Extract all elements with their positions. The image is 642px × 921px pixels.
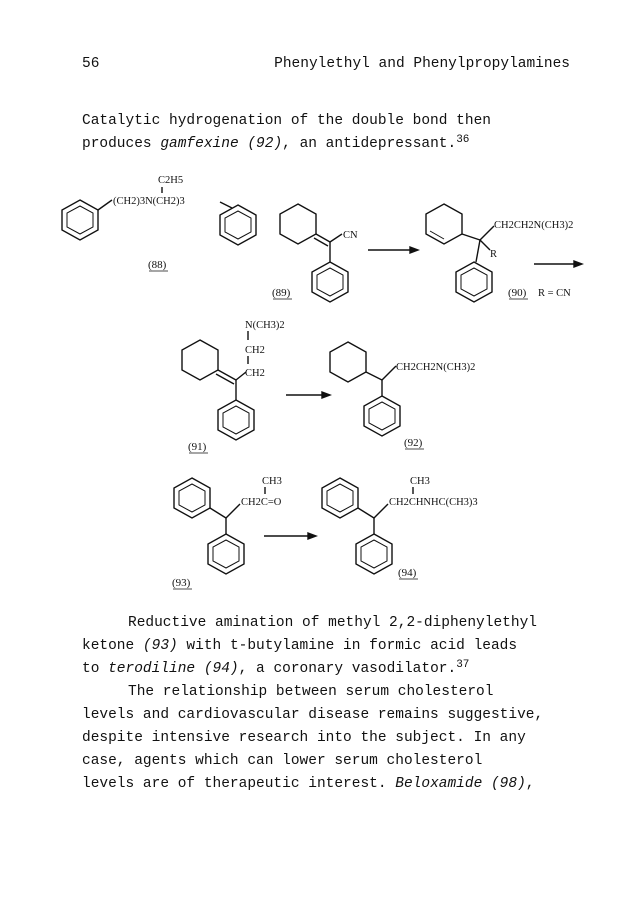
p2-line-1: The relationship between serum cholesterol xyxy=(128,684,494,700)
cyclohexane-ring-icon xyxy=(182,340,218,380)
compound-number-91: (91) xyxy=(188,441,207,453)
c93-methyl-label: CH3 xyxy=(262,476,282,487)
compound-number-94: (94) xyxy=(398,567,417,579)
compound-89-structure xyxy=(272,204,358,302)
p2-line-4: case, agents which can lower serum cholesterol xyxy=(82,753,483,769)
citation-37: 37 xyxy=(456,659,470,671)
c94-methyl-label: CH3 xyxy=(410,476,430,487)
paragraph-terodiline xyxy=(82,612,582,681)
compound-ref-94: (94) xyxy=(203,661,239,677)
compound-88-structure xyxy=(62,175,256,271)
compound-90-structure xyxy=(426,204,573,302)
cyclohexane-ring-icon xyxy=(330,342,366,382)
p1-line-1: Reductive amination of methyl 2,2-diphenylethyl xyxy=(128,615,537,631)
reaction-scheme xyxy=(0,160,642,600)
c90-r-definition: R = CN xyxy=(538,288,571,299)
p1-text-4: , a coronary vasodilator. xyxy=(238,661,457,677)
compound-number-88: (88) xyxy=(148,259,167,271)
reaction-arrow-icon xyxy=(286,392,330,398)
intro-text: produces xyxy=(82,136,161,152)
intro-paragraph xyxy=(82,110,582,156)
page-number: 56 xyxy=(82,56,100,72)
compound-ref-92: (92) xyxy=(247,136,283,152)
c91-ch2-a: CH2 xyxy=(245,345,265,356)
cyclohexane-ring-icon xyxy=(280,204,316,244)
compound-91-structure xyxy=(182,320,285,453)
compound-number-89: (89) xyxy=(272,287,291,299)
paragraph-cholesterol xyxy=(82,681,582,796)
reaction-arrow-icon xyxy=(368,247,418,253)
compound-ref-93: (93) xyxy=(142,638,178,654)
c91-ch2-b: CH2 xyxy=(245,368,265,379)
c88-chain-label: (CH2)3N(CH2)3 xyxy=(113,196,185,207)
c88-ethyl-label: C2H5 xyxy=(158,175,184,186)
intro-line-1: Catalytic hydrogenation of the double bond then xyxy=(82,113,491,129)
p1-text-3: to xyxy=(82,661,109,677)
compound-ref-98: (98) xyxy=(490,776,526,792)
citation-36: 36 xyxy=(456,134,470,146)
p2-text-tail: , xyxy=(525,776,535,792)
intro-text-tail: , an antidepressant. xyxy=(282,136,457,152)
compound-number-90: (90) xyxy=(508,287,527,299)
cyclohexene-ring-icon xyxy=(426,204,462,244)
p2-text: levels are of therapeutic interest. xyxy=(82,776,396,792)
running-title: Phenylethyl and Phenylpropylamines xyxy=(274,56,570,72)
c90-chain-label: CH2CH2N(CH3)2 xyxy=(494,220,574,231)
c89-cn-label: CN xyxy=(343,230,358,241)
drug-name-terodiline: terodiline xyxy=(108,661,196,677)
p2-line-2: levels and cardiovascular disease remains suggestive, xyxy=(82,707,544,723)
c92-chain-label: CH2CH2N(CH3)2 xyxy=(396,362,476,373)
c91-amine-label: N(CH3)2 xyxy=(245,320,285,331)
p1-text-2: with t-butylamine in formic acid leads xyxy=(177,638,518,654)
reaction-arrow-icon xyxy=(264,533,316,539)
compound-94-structure xyxy=(322,476,478,579)
compound-93-structure xyxy=(172,476,282,589)
compound-number-92: (92) xyxy=(404,437,423,449)
c94-chain-label: CH2CHNHC(CH3)3 xyxy=(389,497,478,508)
drug-name-beloxamide: Beloxamide xyxy=(395,776,483,792)
compound-number-93: (93) xyxy=(172,577,191,589)
p2-line-3: despite intensive research into the subject. In any xyxy=(82,730,526,746)
p1-text: ketone xyxy=(82,638,143,654)
reaction-arrow-icon xyxy=(534,261,582,267)
c90-r-label: R xyxy=(490,249,498,260)
drug-name-gamfexine: gamfexine xyxy=(160,136,239,152)
c93-ketone-label: CH2C=O xyxy=(241,497,282,508)
compound-92-structure xyxy=(330,342,475,449)
